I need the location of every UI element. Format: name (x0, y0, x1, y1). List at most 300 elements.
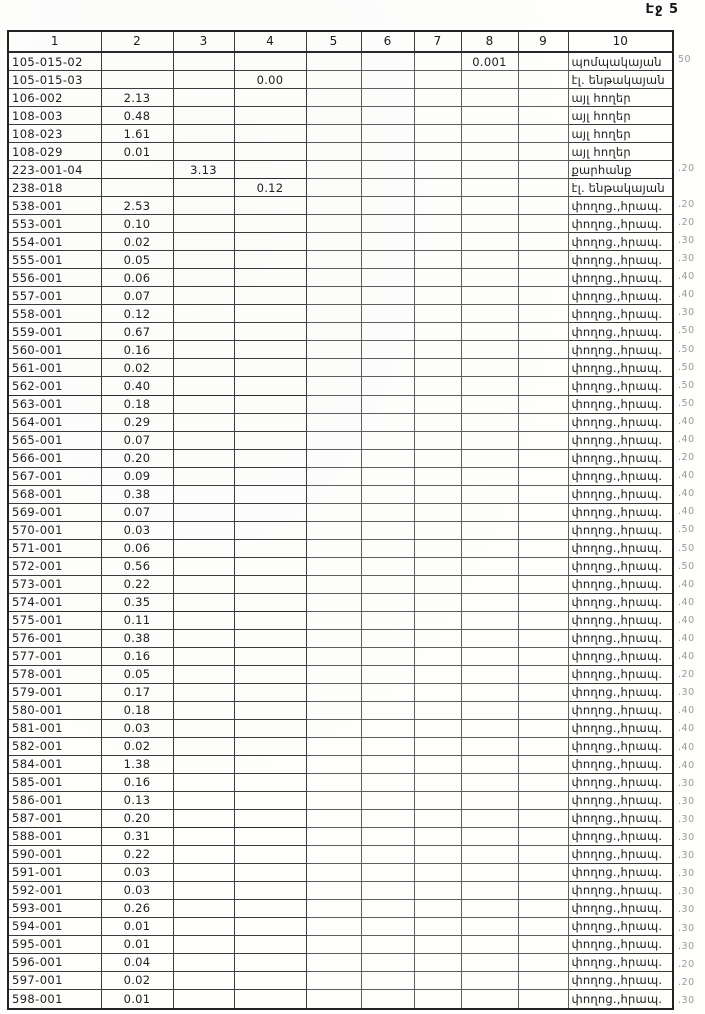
value-cell (173, 863, 234, 881)
margin-bleed-mark: .30 (678, 795, 695, 807)
value-cell (234, 593, 306, 611)
value-cell (461, 629, 518, 647)
table-row (8, 413, 673, 431)
value-cell (518, 287, 568, 305)
margin-bleed-mark: .40 (678, 289, 695, 301)
margin-bleed-mark: .40 (678, 614, 695, 626)
value-cell (306, 449, 361, 467)
value-cell (518, 305, 568, 323)
value-cell (461, 899, 518, 917)
value-cell (173, 341, 234, 359)
parcel-code-cell: 105-015-02 (8, 52, 101, 71)
value-cell (306, 863, 361, 881)
parcel-code-cell: 594-001 (8, 917, 101, 935)
value-cell (461, 863, 518, 881)
land-use-cell: փողոց.,հրապ. (568, 809, 673, 827)
parcel-code-cell: 592-001 (8, 881, 101, 899)
value-cell (306, 485, 361, 503)
land-use-cell: էլ. ենթակայան (568, 71, 673, 89)
value-cell: 0.01 (101, 990, 173, 1009)
parcel-code-cell: 588-001 (8, 827, 101, 845)
value-cell (461, 917, 518, 935)
value-cell (234, 719, 306, 737)
header-cell-col8: 8 (461, 31, 518, 52)
margin-bleed-mark: .40 (678, 271, 695, 283)
value-cell (361, 647, 414, 665)
table-row (8, 269, 673, 287)
land-use-cell: փողոց.,հրապ. (568, 773, 673, 791)
cadastral-table (7, 30, 674, 1010)
value-cell (234, 990, 306, 1009)
value-cell (173, 539, 234, 557)
table-row (8, 89, 673, 107)
value-cell (173, 935, 234, 953)
table-row (8, 143, 673, 161)
value-cell (414, 323, 461, 341)
value-cell: 0.001 (461, 52, 518, 71)
value-cell (173, 647, 234, 665)
parcel-code-cell: 555-001 (8, 251, 101, 269)
value-cell: 2.53 (101, 197, 173, 215)
margin-bleed-mark: .30 (678, 234, 695, 246)
parcel-code-cell: 580-001 (8, 701, 101, 719)
value-cell (414, 611, 461, 629)
table-row (8, 233, 673, 251)
value-cell (234, 287, 306, 305)
parcel-code-cell: 586-001 (8, 791, 101, 809)
table-row (8, 845, 673, 863)
value-cell (414, 485, 461, 503)
value-cell: 0.04 (101, 953, 173, 971)
value-cell (173, 791, 234, 809)
value-cell (173, 485, 234, 503)
value-cell (361, 539, 414, 557)
value-cell: 0.56 (101, 557, 173, 575)
land-use-cell: փողոց.,հրապ. (568, 413, 673, 431)
page-number-label: Էջ 5 (645, 2, 679, 17)
value-cell (361, 899, 414, 917)
land-use-cell: փողոց.,հրապ. (568, 791, 673, 809)
value-cell (173, 683, 234, 701)
land-use-cell: այլ հողեր (568, 107, 673, 125)
table-row (8, 52, 673, 71)
land-use-cell: փողոց.,հրապ. (568, 953, 673, 971)
value-cell (518, 845, 568, 863)
value-cell (461, 125, 518, 143)
value-cell (414, 791, 461, 809)
value-cell (361, 143, 414, 161)
parcel-code-cell: 559-001 (8, 323, 101, 341)
parcel-code-cell: 560-001 (8, 341, 101, 359)
value-cell (306, 269, 361, 287)
margin-bleed-mark: .30 (678, 813, 695, 825)
value-cell (461, 485, 518, 503)
value-cell (518, 737, 568, 755)
value-cell (461, 449, 518, 467)
value-cell (414, 71, 461, 89)
value-cell (414, 972, 461, 990)
value-cell (306, 395, 361, 413)
value-cell (414, 683, 461, 701)
parcel-code-cell: 108-023 (8, 125, 101, 143)
value-cell (518, 323, 568, 341)
value-cell (461, 845, 518, 863)
margin-bleed-mark: .30 (678, 922, 695, 934)
land-use-cell: փողոց.,հրապ. (568, 467, 673, 485)
value-cell (234, 503, 306, 521)
header-cell-col2: 2 (101, 31, 173, 52)
margin-bleed-mark: .50 (678, 343, 695, 355)
value-cell (361, 503, 414, 521)
table-row (8, 899, 673, 917)
value-cell (414, 755, 461, 773)
value-cell (173, 755, 234, 773)
value-cell (234, 143, 306, 161)
table-row (8, 701, 673, 719)
margin-bleed-mark: .20 (678, 216, 695, 228)
parcel-code-cell: 553-001 (8, 215, 101, 233)
parcel-code-cell: 596-001 (8, 953, 101, 971)
value-cell (518, 341, 568, 359)
value-cell (361, 737, 414, 755)
value-cell (461, 233, 518, 251)
value-cell (414, 305, 461, 323)
value-cell (234, 359, 306, 377)
value-cell (518, 881, 568, 899)
margin-bleed-mark: .30 (678, 904, 695, 916)
value-cell (518, 827, 568, 845)
value-cell (461, 972, 518, 990)
margin-bleed-mark: .40 (678, 596, 695, 608)
parcel-code-cell: 558-001 (8, 305, 101, 323)
value-cell (414, 701, 461, 719)
value-cell (234, 917, 306, 935)
value-cell (361, 953, 414, 971)
value-cell (306, 665, 361, 683)
parcel-code-cell: 574-001 (8, 593, 101, 611)
table-row (8, 377, 673, 395)
parcel-code-cell: 566-001 (8, 449, 101, 467)
margin-bleed-mark: .50 (678, 397, 695, 409)
land-use-cell: փողոց.,հրապ. (568, 665, 673, 683)
value-cell (234, 972, 306, 990)
header-cell-col6: 6 (361, 31, 414, 52)
parcel-code-cell: 577-001 (8, 647, 101, 665)
value-cell (234, 935, 306, 953)
margin-bleed-mark: 50 (678, 54, 692, 65)
value-cell (173, 809, 234, 827)
value-cell (234, 755, 306, 773)
value-cell (361, 197, 414, 215)
land-use-cell: փողոց.,հրապ. (568, 503, 673, 521)
value-cell (361, 935, 414, 953)
table-row (8, 953, 673, 971)
parcel-code-cell: 562-001 (8, 377, 101, 395)
parcel-code-cell: 591-001 (8, 863, 101, 881)
value-cell (361, 629, 414, 647)
margin-bleed-mark: .30 (678, 868, 695, 880)
value-cell (234, 647, 306, 665)
value-cell: 0.02 (101, 737, 173, 755)
margin-bleed-mark: .40 (678, 433, 695, 445)
value-cell (173, 52, 234, 71)
margin-bleed-mark: .20 (678, 198, 695, 210)
value-cell (173, 990, 234, 1009)
value-cell (518, 809, 568, 827)
land-use-cell: փողոց.,հրապ. (568, 701, 673, 719)
value-cell (414, 593, 461, 611)
value-cell (518, 143, 568, 161)
value-cell (361, 593, 414, 611)
margin-bleed-mark: .50 (678, 379, 695, 391)
value-cell (414, 251, 461, 269)
value-cell (518, 215, 568, 233)
value-cell (518, 449, 568, 467)
table-row (8, 647, 673, 665)
value-cell (461, 647, 518, 665)
land-use-cell: փողոց.,հրապ. (568, 863, 673, 881)
value-cell (361, 89, 414, 107)
value-cell (461, 719, 518, 737)
value-cell: 0.31 (101, 827, 173, 845)
value-cell (461, 557, 518, 575)
value-cell (461, 773, 518, 791)
value-cell (361, 413, 414, 431)
parcel-code-cell: 565-001 (8, 431, 101, 449)
value-cell (306, 323, 361, 341)
value-cell (361, 881, 414, 899)
value-cell (414, 647, 461, 665)
value-cell (414, 161, 461, 179)
value-cell (414, 881, 461, 899)
value-cell (306, 161, 361, 179)
value-cell (101, 52, 173, 71)
parcel-code-cell: 575-001 (8, 611, 101, 629)
value-cell (361, 179, 414, 197)
value-cell (414, 809, 461, 827)
value-cell (518, 863, 568, 881)
margin-bleed-mark: .30 (678, 850, 695, 862)
table-row (8, 935, 673, 953)
value-cell (173, 917, 234, 935)
value-cell (414, 935, 461, 953)
value-cell (461, 89, 518, 107)
value-cell: 0.35 (101, 593, 173, 611)
margin-bleed-mark: .40 (678, 488, 695, 500)
value-cell (518, 485, 568, 503)
land-use-cell: փողոց.,հրապ. (568, 233, 673, 251)
value-cell (361, 305, 414, 323)
parcel-code-cell: 584-001 (8, 755, 101, 773)
table-header (8, 31, 673, 52)
value-cell (414, 377, 461, 395)
value-cell (414, 107, 461, 125)
land-use-cell: էլ. ենթակայան (568, 179, 673, 197)
value-cell (461, 881, 518, 899)
parcel-code-cell: 108-029 (8, 143, 101, 161)
value-cell: 0.03 (101, 881, 173, 899)
value-cell: 0.26 (101, 899, 173, 917)
value-cell (234, 467, 306, 485)
value-cell (306, 593, 361, 611)
value-cell (461, 701, 518, 719)
value-cell (414, 737, 461, 755)
value-cell (234, 161, 306, 179)
value-cell (306, 701, 361, 719)
table-row (8, 323, 673, 341)
parcel-code-cell: 554-001 (8, 233, 101, 251)
value-cell (518, 467, 568, 485)
parcel-code-cell: 564-001 (8, 413, 101, 431)
value-cell (461, 107, 518, 125)
value-cell (234, 791, 306, 809)
table-row (8, 683, 673, 701)
value-cell (234, 953, 306, 971)
value-cell (361, 431, 414, 449)
value-cell (306, 503, 361, 521)
value-cell (234, 215, 306, 233)
value-cell (461, 215, 518, 233)
value-cell (101, 71, 173, 89)
margin-bleed-mark: .30 (678, 687, 695, 699)
table-body (8, 52, 673, 1009)
value-cell (414, 953, 461, 971)
parcel-code-cell: 585-001 (8, 773, 101, 791)
value-cell (414, 557, 461, 575)
value-cell (518, 701, 568, 719)
value-cell: 0.09 (101, 467, 173, 485)
parcel-code-cell: 557-001 (8, 287, 101, 305)
value-cell (173, 467, 234, 485)
parcel-code-cell: 563-001 (8, 395, 101, 413)
value-cell (306, 107, 361, 125)
value-cell (461, 413, 518, 431)
value-cell (173, 233, 234, 251)
value-cell: 2.13 (101, 89, 173, 107)
value-cell: 0.06 (101, 269, 173, 287)
value-cell (361, 233, 414, 251)
value-cell (461, 755, 518, 773)
value-cell (414, 269, 461, 287)
land-use-cell: փողոց.,հրապ. (568, 972, 673, 990)
value-cell (173, 503, 234, 521)
value-cell (361, 665, 414, 683)
value-cell (361, 683, 414, 701)
land-use-cell: փողոց.,հրապ. (568, 737, 673, 755)
value-cell: 0.29 (101, 413, 173, 431)
value-cell (518, 251, 568, 269)
value-cell: 0.38 (101, 485, 173, 503)
value-cell (173, 215, 234, 233)
value-cell (306, 521, 361, 539)
parcel-code-cell: 581-001 (8, 719, 101, 737)
value-cell (414, 539, 461, 557)
parcel-code-cell: 105-015-03 (8, 71, 101, 89)
value-cell (173, 323, 234, 341)
value-cell (234, 773, 306, 791)
margin-bleed-mark: .30 (678, 777, 695, 789)
land-use-cell: փողոց.,հրապ. (568, 431, 673, 449)
value-cell (234, 629, 306, 647)
value-cell: 0.20 (101, 449, 173, 467)
parcel-code-cell: 597-001 (8, 972, 101, 990)
value-cell (461, 521, 518, 539)
value-cell (234, 125, 306, 143)
value-cell: 0.07 (101, 503, 173, 521)
parcel-code-cell: 595-001 (8, 935, 101, 953)
value-cell (461, 341, 518, 359)
value-cell (518, 972, 568, 990)
value-cell (173, 197, 234, 215)
parcel-code-cell: 569-001 (8, 503, 101, 521)
value-cell (414, 521, 461, 539)
table-row (8, 197, 673, 215)
header-cell-col1: 1 (8, 31, 101, 52)
value-cell (234, 845, 306, 863)
value-cell (461, 737, 518, 755)
table-row (8, 593, 673, 611)
value-cell (234, 899, 306, 917)
land-use-cell: փողոց.,հրապ. (568, 359, 673, 377)
value-cell (306, 557, 361, 575)
value-cell (518, 413, 568, 431)
value-cell: 0.40 (101, 377, 173, 395)
value-cell (306, 899, 361, 917)
parcel-code-cell: 561-001 (8, 359, 101, 377)
value-cell (414, 197, 461, 215)
value-cell (306, 773, 361, 791)
value-cell (414, 899, 461, 917)
value-cell (414, 52, 461, 71)
value-cell (234, 341, 306, 359)
value-cell (414, 233, 461, 251)
value-cell (173, 287, 234, 305)
value-cell: 1.38 (101, 755, 173, 773)
table-row (8, 161, 673, 179)
value-cell (306, 719, 361, 737)
table-row (8, 809, 673, 827)
value-cell: 0.01 (101, 917, 173, 935)
value-cell (234, 89, 306, 107)
land-use-cell: փողոց.,հրապ. (568, 485, 673, 503)
value-cell (306, 791, 361, 809)
value-cell (306, 233, 361, 251)
value-cell (234, 665, 306, 683)
table-row (8, 179, 673, 197)
value-cell (361, 990, 414, 1009)
parcel-code-cell: 571-001 (8, 539, 101, 557)
value-cell (234, 107, 306, 125)
value-cell (306, 467, 361, 485)
value-cell: 0.22 (101, 845, 173, 863)
value-cell: 0.18 (101, 701, 173, 719)
value-cell (173, 395, 234, 413)
margin-bleed-mark: .50 (678, 524, 695, 536)
table-row (8, 629, 673, 647)
table-row (8, 557, 673, 575)
value-cell (234, 575, 306, 593)
value-cell (361, 809, 414, 827)
value-cell (461, 377, 518, 395)
value-cell (461, 197, 518, 215)
value-cell (414, 287, 461, 305)
value-cell: 0.03 (101, 719, 173, 737)
value-cell: 0.02 (101, 233, 173, 251)
value-cell (461, 71, 518, 89)
value-cell (234, 377, 306, 395)
value-cell: 0.38 (101, 629, 173, 647)
value-cell: 0.12 (234, 179, 306, 197)
